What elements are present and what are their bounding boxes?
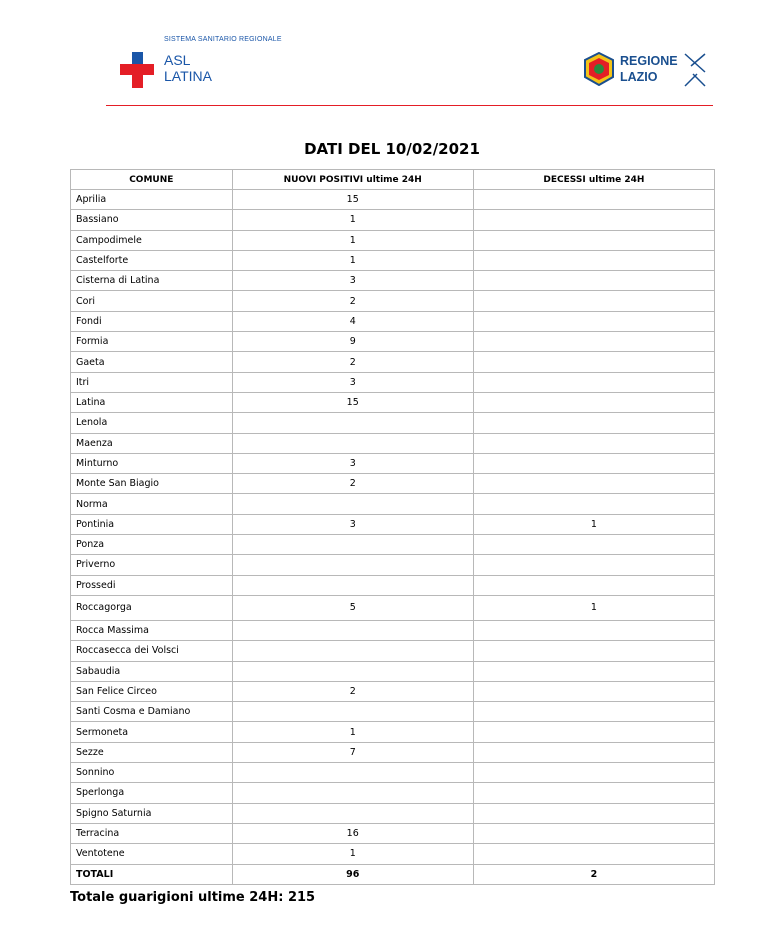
table-row: [71, 783, 715, 803]
table-row: [71, 595, 715, 620]
totals-decessi-cell: 2: [473, 864, 714, 884]
decessi-cell: [473, 230, 714, 250]
decessi-cell: [473, 823, 714, 843]
nuovi-positivi-cell: 1: [232, 230, 473, 250]
decessi-cell: [473, 392, 714, 412]
table-row: [71, 763, 715, 783]
table-row: [71, 803, 715, 823]
table-row: [71, 555, 715, 575]
decessi-cell: [473, 190, 714, 210]
lazio-emblem-icon: [583, 52, 615, 86]
header-nuovi-positivi: NUOVI POSITIVI ultime 24H: [232, 170, 473, 190]
table-row: [71, 661, 715, 681]
comune-cell: Sperlonga: [71, 783, 233, 803]
comune-cell: Sezze: [71, 742, 233, 762]
comune-cell: Prossedi: [71, 575, 233, 595]
decessi-cell: 1: [473, 514, 714, 534]
comune-cell: Norma: [71, 494, 233, 514]
nuovi-positivi-cell: 2: [232, 474, 473, 494]
table-row: [71, 271, 715, 291]
nuovi-positivi-cell: [232, 661, 473, 681]
comune-cell: Ventotene: [71, 844, 233, 864]
table-body: [71, 190, 715, 885]
header-comune: COMUNE: [71, 170, 233, 190]
total-recovered: Totale guarigioni ultime 24H: 215: [70, 890, 316, 905]
comune-cell: Santi Cosma e Damiano: [71, 702, 233, 722]
decessi-cell: [473, 641, 714, 661]
table-row: [71, 190, 715, 210]
nuovi-positivi-cell: [232, 783, 473, 803]
decessi-cell: [473, 681, 714, 701]
red-cross-icon: [120, 52, 154, 88]
regione-lazio-logo: [583, 50, 713, 90]
comune-cell: Formia: [71, 332, 233, 352]
comune-cell: Ponza: [71, 535, 233, 555]
nuovi-positivi-cell: [232, 413, 473, 433]
comune-cell: Itri: [71, 372, 233, 392]
decessi-cell: [473, 702, 714, 722]
table-row: [71, 291, 715, 311]
nuovi-positivi-cell: 2: [232, 291, 473, 311]
comune-cell: Monte San Biagio: [71, 474, 233, 494]
nuovi-positivi-cell: [232, 575, 473, 595]
decessi-cell: [473, 661, 714, 681]
nuovi-positivi-cell: [232, 803, 473, 823]
table-row: [71, 494, 715, 514]
nuovi-positivi-cell: 15: [232, 392, 473, 412]
nuovi-positivi-cell: 9: [232, 332, 473, 352]
decessi-cell: [473, 555, 714, 575]
comune-cell: Roccasecca dei Volsci: [71, 641, 233, 661]
decessi-cell: [473, 722, 714, 742]
decessi-cell: [473, 474, 714, 494]
table-row: [71, 413, 715, 433]
comune-cell: Sabaudia: [71, 661, 233, 681]
comune-cell: Fondi: [71, 311, 233, 331]
decessi-cell: [473, 803, 714, 823]
comune-cell: Gaeta: [71, 352, 233, 372]
comune-cell: Roccagorga: [71, 595, 233, 620]
decessi-cell: [473, 210, 714, 230]
table-row: [71, 722, 715, 742]
totals-positivi-cell: 96: [232, 864, 473, 884]
totals-label-cell: TOTALI: [71, 864, 233, 884]
comune-cell: Minturno: [71, 453, 233, 473]
decessi-cell: 1: [473, 595, 714, 620]
decessi-cell: [473, 372, 714, 392]
page-title: DATI DEL 10/02/2021: [304, 140, 480, 158]
region-name-label: LAZIO: [620, 70, 658, 84]
decessi-cell: [473, 453, 714, 473]
decessi-cell: [473, 433, 714, 453]
nuovi-positivi-cell: 7: [232, 742, 473, 762]
nuovi-positivi-cell: [232, 641, 473, 661]
table-row: [71, 514, 715, 534]
table-row: [71, 702, 715, 722]
nuovi-positivi-cell: [232, 433, 473, 453]
decessi-cell: [473, 575, 714, 595]
totals-row: [71, 864, 715, 884]
asl-latina-logo: [116, 36, 296, 96]
nuovi-positivi-cell: [232, 620, 473, 640]
table-row: [71, 352, 715, 372]
nuovi-positivi-cell: [232, 494, 473, 514]
decessi-cell: [473, 783, 714, 803]
table-row: [71, 332, 715, 352]
nuovi-positivi-cell: 2: [232, 681, 473, 701]
table-row: [71, 311, 715, 331]
nuovi-positivi-cell: 3: [232, 372, 473, 392]
table-row: [71, 372, 715, 392]
comune-cell: Maenza: [71, 433, 233, 453]
nuovi-positivi-cell: 1: [232, 722, 473, 742]
comune-cell: Spigno Saturnia: [71, 803, 233, 823]
comune-cell: Lenola: [71, 413, 233, 433]
table-row: [71, 823, 715, 843]
comune-cell: Cori: [71, 291, 233, 311]
comune-cell: Aprilia: [71, 190, 233, 210]
comune-cell: Castelforte: [71, 250, 233, 270]
table-row: [71, 474, 715, 494]
table-header-row: [71, 170, 715, 190]
decessi-cell: [473, 494, 714, 514]
comune-cell: Sermoneta: [71, 722, 233, 742]
decessi-cell: [473, 535, 714, 555]
table-row: [71, 392, 715, 412]
comune-cell: Campodimele: [71, 230, 233, 250]
page-header: [0, 0, 784, 110]
table-row: [71, 742, 715, 762]
decessi-cell: [473, 742, 714, 762]
lazio-x-mark-icon: [683, 52, 707, 88]
table-row: [71, 620, 715, 640]
comune-cell: San Felice Circeo: [71, 681, 233, 701]
comune-cell: Cisterna di Latina: [71, 271, 233, 291]
nuovi-positivi-cell: 2: [232, 352, 473, 372]
nuovi-positivi-cell: 15: [232, 190, 473, 210]
table-row: [71, 453, 715, 473]
table-row: [71, 250, 715, 270]
comune-cell: Rocca Massima: [71, 620, 233, 640]
decessi-cell: [473, 620, 714, 640]
nuovi-positivi-cell: 3: [232, 271, 473, 291]
nuovi-positivi-cell: [232, 763, 473, 783]
comune-cell: Bassiano: [71, 210, 233, 230]
decessi-cell: [473, 250, 714, 270]
nuovi-positivi-cell: 1: [232, 250, 473, 270]
nuovi-positivi-cell: [232, 702, 473, 722]
decessi-cell: [473, 332, 714, 352]
comune-cell: Pontinia: [71, 514, 233, 534]
decessi-cell: [473, 271, 714, 291]
header-divider: [106, 105, 713, 106]
decessi-cell: [473, 763, 714, 783]
region-label: REGIONE: [620, 54, 678, 68]
nuovi-positivi-cell: 5: [232, 595, 473, 620]
comune-cell: Terracina: [71, 823, 233, 843]
table-row: [71, 433, 715, 453]
decessi-cell: [473, 291, 714, 311]
comune-cell: Priverno: [71, 555, 233, 575]
table-row: [71, 210, 715, 230]
asl-city-label: LATINA: [164, 68, 212, 84]
decessi-cell: [473, 352, 714, 372]
nuovi-positivi-cell: 1: [232, 844, 473, 864]
decessi-cell: [473, 311, 714, 331]
table-row: [71, 641, 715, 661]
table-row: [71, 681, 715, 701]
decessi-cell: [473, 413, 714, 433]
asl-system-label: SISTEMA SANITARIO REGIONALE: [164, 36, 282, 43]
covid-data-table: [70, 169, 715, 885]
table-row: [71, 575, 715, 595]
nuovi-positivi-cell: 4: [232, 311, 473, 331]
comune-cell: Sonnino: [71, 763, 233, 783]
table-row: [71, 230, 715, 250]
comune-cell: Latina: [71, 392, 233, 412]
header-decessi: DECESSI ultime 24H: [473, 170, 714, 190]
nuovi-positivi-cell: 3: [232, 514, 473, 534]
asl-label: ASL: [164, 52, 191, 68]
nuovi-positivi-cell: [232, 535, 473, 555]
table-row: [71, 844, 715, 864]
nuovi-positivi-cell: [232, 555, 473, 575]
table-row: [71, 535, 715, 555]
nuovi-positivi-cell: 1: [232, 210, 473, 230]
nuovi-positivi-cell: 3: [232, 453, 473, 473]
decessi-cell: [473, 844, 714, 864]
nuovi-positivi-cell: 16: [232, 823, 473, 843]
